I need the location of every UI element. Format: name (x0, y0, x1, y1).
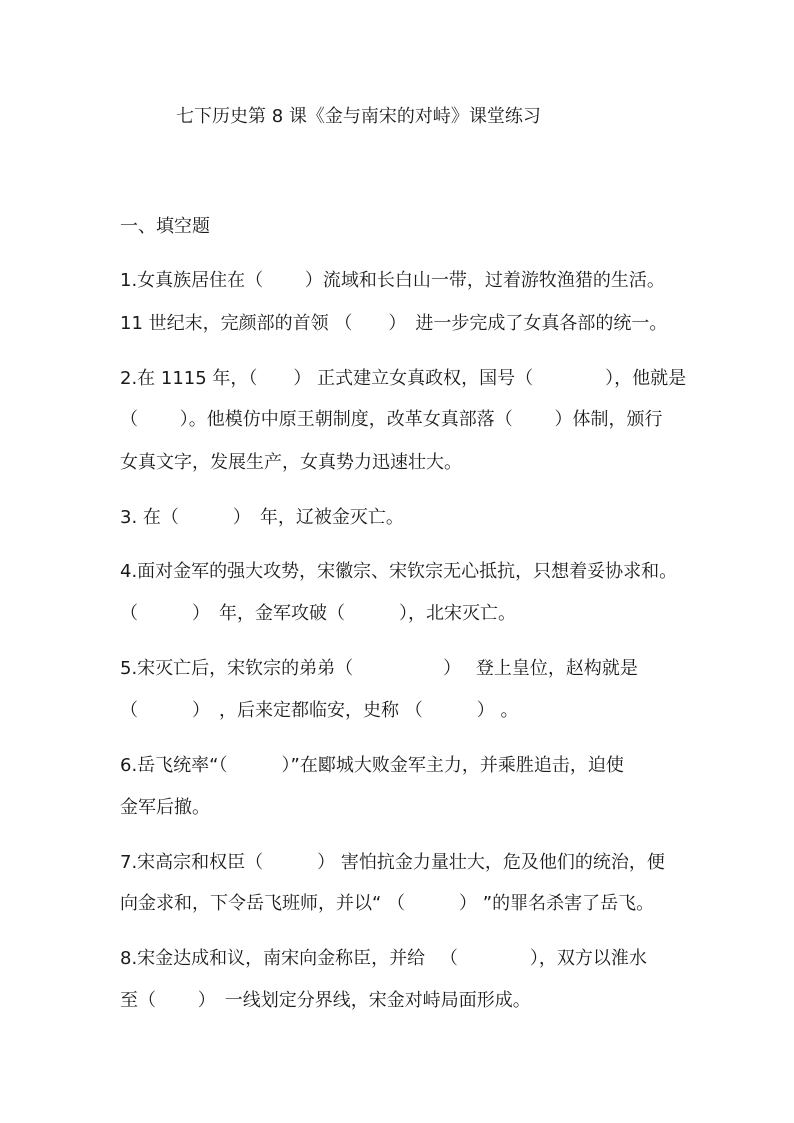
question-5-line-2: （ ） ，后来定都临安，史称 （ ） 。 (120, 700, 519, 721)
section-heading: 一、填空题 (120, 216, 210, 237)
question-8-line-1: 8.宋金达成和议，南宋向金称臣，并给 （ ），双方以淮水 (120, 948, 647, 969)
document-title: 七下历史第 8 课《金与南宋的对峙》课堂练习 (176, 106, 541, 127)
question-6-line-1: 6.岳飞统率“（ ）”在郾城大败金军主力，并乘胜追击，迫使 (120, 755, 624, 776)
question-4-line-1: 4.面对金军的强大攻势，宋徽宗、宋钦宗无心抵抗，只想着妥协求和。 (120, 561, 678, 582)
question-8-line-2: 至（ ） 一线划定分界线，宋金对峙局面形成。 (120, 990, 531, 1011)
question-3-line-1: 3. 在（ ） 年，辽被金灭亡。 (120, 507, 404, 528)
question-2-line-1: 2.在 1115 年，（ ） 正式建立女真政权，国号（ ），他就是 (120, 368, 687, 389)
question-2-line-3: 女真文字，发展生产，女真势力迅速壮大。 (120, 452, 462, 473)
question-5-line-1: 5.宋灭亡后，宋钦宗的弟弟（ ） 登上皇位，赵构就是 (120, 658, 638, 679)
question-4-line-2: （ ） 年，金军攻破（ ），北宋灭亡。 (120, 603, 516, 624)
question-7-line-1: 7.宋高宗和权臣（ ） 害怕抗金力量壮大，危及他们的统治，便 (120, 852, 665, 873)
question-6-line-2: 金军后撤。 (120, 797, 210, 818)
question-2-line-2: （ ）。他模仿中原王朝制度，改革女真部落（ ）体制，颁行 (120, 409, 663, 430)
question-1-line-2: 11 世纪末，完颜部的首领 （ ） 进一步完成了女真各部的统一。 (120, 313, 668, 334)
question-1-line-1: 1.女真族居住在（ ）流域和长白山一带，过着游牧渔猎的生活。 (120, 270, 665, 291)
question-7-line-2: 向金求和，下令岳飞班师，并以“ （ ） ”的罪名杀害了岳飞。 (120, 893, 655, 914)
